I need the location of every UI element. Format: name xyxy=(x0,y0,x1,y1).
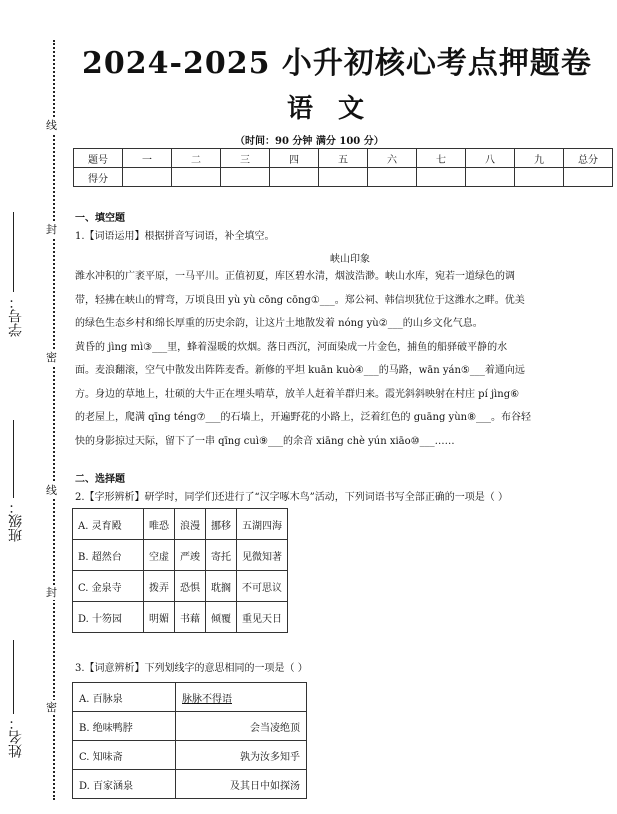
option-cell: 会当凌绝顶 xyxy=(176,712,307,741)
option-cell: 拨弄 xyxy=(144,571,175,602)
question-3: 3.【词意辨析】下列划线字的意思相同的一项是（ ） xyxy=(75,663,308,674)
passage-line: 方。身边的草地上，壮硕的大牛正在埋头啃草，放羊人赶着羊群归来。霞光斜斜映射在村庄 pí jìng⑥ xyxy=(75,388,520,400)
option-cell: 空虚 xyxy=(144,540,175,571)
option-cell: 浪漫 xyxy=(175,509,206,540)
binding-char: 线 xyxy=(46,484,57,497)
option-cell: B. 超然台 xyxy=(73,540,144,571)
passage-line: 带，轻拂在峡山的臂弯，万顷良田 yù yù cōng cōng①___。郑公祠、韩信坝犹位于这潍水之畔。优美 xyxy=(75,294,525,306)
option-cell: 及其日中如探汤 xyxy=(176,770,307,799)
table-cell: 五 xyxy=(319,149,368,168)
score-cell[interactable] xyxy=(466,168,515,187)
option-cell: 寄托 xyxy=(206,540,237,571)
option-cell: 不可思议 xyxy=(237,571,288,602)
score-cell[interactable] xyxy=(270,168,319,187)
option-row-d[interactable] xyxy=(73,770,307,799)
option-cell: 书藉 xyxy=(175,602,206,633)
score-table-score-row xyxy=(74,168,613,187)
q3-options-table xyxy=(72,682,307,799)
exam-title: 2024-2025 小升初核心考点押题卷 xyxy=(82,46,592,81)
option-row-d[interactable] xyxy=(73,602,288,633)
option-row-c[interactable] xyxy=(73,571,288,602)
score-cell[interactable] xyxy=(123,168,172,187)
binding-char: 密 xyxy=(46,701,57,714)
score-cell[interactable] xyxy=(564,168,613,187)
option-row-b[interactable] xyxy=(73,712,307,741)
passage-line: 的老屋上，爬满 qīng téng⑦___的石墙上，开遍野花的小路上，泛着红色的 guāng yùn⑧___。布谷轻 xyxy=(75,412,532,423)
table-cell: 三 xyxy=(221,149,270,168)
option-cell: C. 知味斋 xyxy=(73,741,176,770)
option-cell: 脉脉不得语 xyxy=(176,683,307,712)
table-cell: 一 xyxy=(123,149,172,168)
table-cell: 七 xyxy=(417,149,466,168)
table-cell: 题号 xyxy=(74,149,123,168)
option-cell: 挪移 xyxy=(206,509,237,540)
q2-options-table xyxy=(72,508,288,633)
table-cell: 九 xyxy=(515,149,564,168)
subject-title: 语 文 xyxy=(287,94,373,124)
passage-body xyxy=(75,265,597,453)
class-line[interactable] xyxy=(13,420,14,498)
table-cell: 总分 xyxy=(564,149,613,168)
score-cell[interactable] xyxy=(319,168,368,187)
student-id-line[interactable] xyxy=(13,212,14,292)
name-label: 姓名： xyxy=(8,716,24,758)
table-cell: 四 xyxy=(270,149,319,168)
question-1: 1.【词语运用】根据拼音写词语，补全填空。 xyxy=(75,231,275,242)
score-cell[interactable] xyxy=(172,168,221,187)
option-cell: 见微知著 xyxy=(237,540,288,571)
student-id-label: 学号： xyxy=(8,295,24,337)
passage-line: 快的身影掠过天际，留下了一串 qīng cuì⑨___的余音 xiāng chè yún xiāo⑩___…… xyxy=(75,435,455,447)
binding-margin xyxy=(0,0,70,814)
option-cell: 耽搁 xyxy=(206,571,237,602)
option-cell: 重见天日 xyxy=(237,602,288,633)
passage-line: 黄昏的 jìng mì③___里，蜂着湿暖的炊烟。落日西沉，河面染成一片金色，捕鱼的船驿破平静的水 xyxy=(75,341,508,353)
binding-dotted-line xyxy=(53,40,55,800)
option-row-b[interactable] xyxy=(73,540,288,571)
option-cell: D. 十笏园 xyxy=(73,602,144,633)
binding-char: 线 xyxy=(46,119,57,132)
question-2: 2.【字形辨析】研学时，同学们还进行了“汉字啄木鸟”活动，下列词语书写全部正确的一项是（ ） xyxy=(75,492,508,503)
class-label: 班级： xyxy=(8,500,24,542)
option-cell: 五湖四海 xyxy=(237,509,288,540)
option-cell: 倾覆 xyxy=(206,602,237,633)
table-cell: 六 xyxy=(368,149,417,168)
score-table-header-row xyxy=(74,149,613,168)
option-row-a[interactable] xyxy=(73,509,288,540)
passage-title: 峡山印象 xyxy=(330,254,370,265)
passage-line: 面。麦浪翻滚，空气中散发出阵阵麦香。新修的平坦 kuān kuò④___的马路，wān yán⑤___着通向远 xyxy=(75,365,525,376)
table-cell: 八 xyxy=(466,149,515,168)
option-cell: C. 金泉寺 xyxy=(73,571,144,602)
score-cell[interactable] xyxy=(221,168,270,187)
binding-char: 封 xyxy=(46,223,57,236)
score-cell[interactable] xyxy=(417,168,466,187)
option-cell: B. 绝味鸭脖 xyxy=(73,712,176,741)
time-info: （时间：90 分钟 满分 100 分） xyxy=(235,136,384,147)
option-cell: 唯恐 xyxy=(144,509,175,540)
option-row-a[interactable] xyxy=(73,683,307,712)
table-cell: 二 xyxy=(172,149,221,168)
option-cell: 严竣 xyxy=(175,540,206,571)
option-cell: A. 灵育殿 xyxy=(73,509,144,540)
option-cell: A. 百脉泉 xyxy=(73,683,176,712)
section-heading: 二、选择题 xyxy=(75,474,125,485)
passage-line: 的绿色生态乡村和绵长厚重的历史余韵，让这片土地散发着 nóng yù②___的山乡文化气息。 xyxy=(75,318,483,329)
option-row-c[interactable] xyxy=(73,741,307,770)
table-cell: 得分 xyxy=(74,168,123,187)
passage-line: 潍水冲积的广袤平原，一马平川。正值初夏，库区碧水清，烟波浩渺。峡山水库，宛若一道绿色的调 xyxy=(75,271,515,282)
option-cell: 明媚 xyxy=(144,602,175,633)
section-heading: 一、填空题 xyxy=(75,213,125,224)
score-cell[interactable] xyxy=(368,168,417,187)
option-cell: D. 百家涵泉 xyxy=(73,770,176,799)
binding-char: 密 xyxy=(46,351,57,364)
name-line[interactable] xyxy=(13,640,14,714)
score-table xyxy=(73,148,613,187)
score-cell[interactable] xyxy=(515,168,564,187)
option-cell: 恐惧 xyxy=(175,571,206,602)
option-cell: 孰为汝多知乎 xyxy=(176,741,307,770)
binding-char: 封 xyxy=(46,586,57,599)
